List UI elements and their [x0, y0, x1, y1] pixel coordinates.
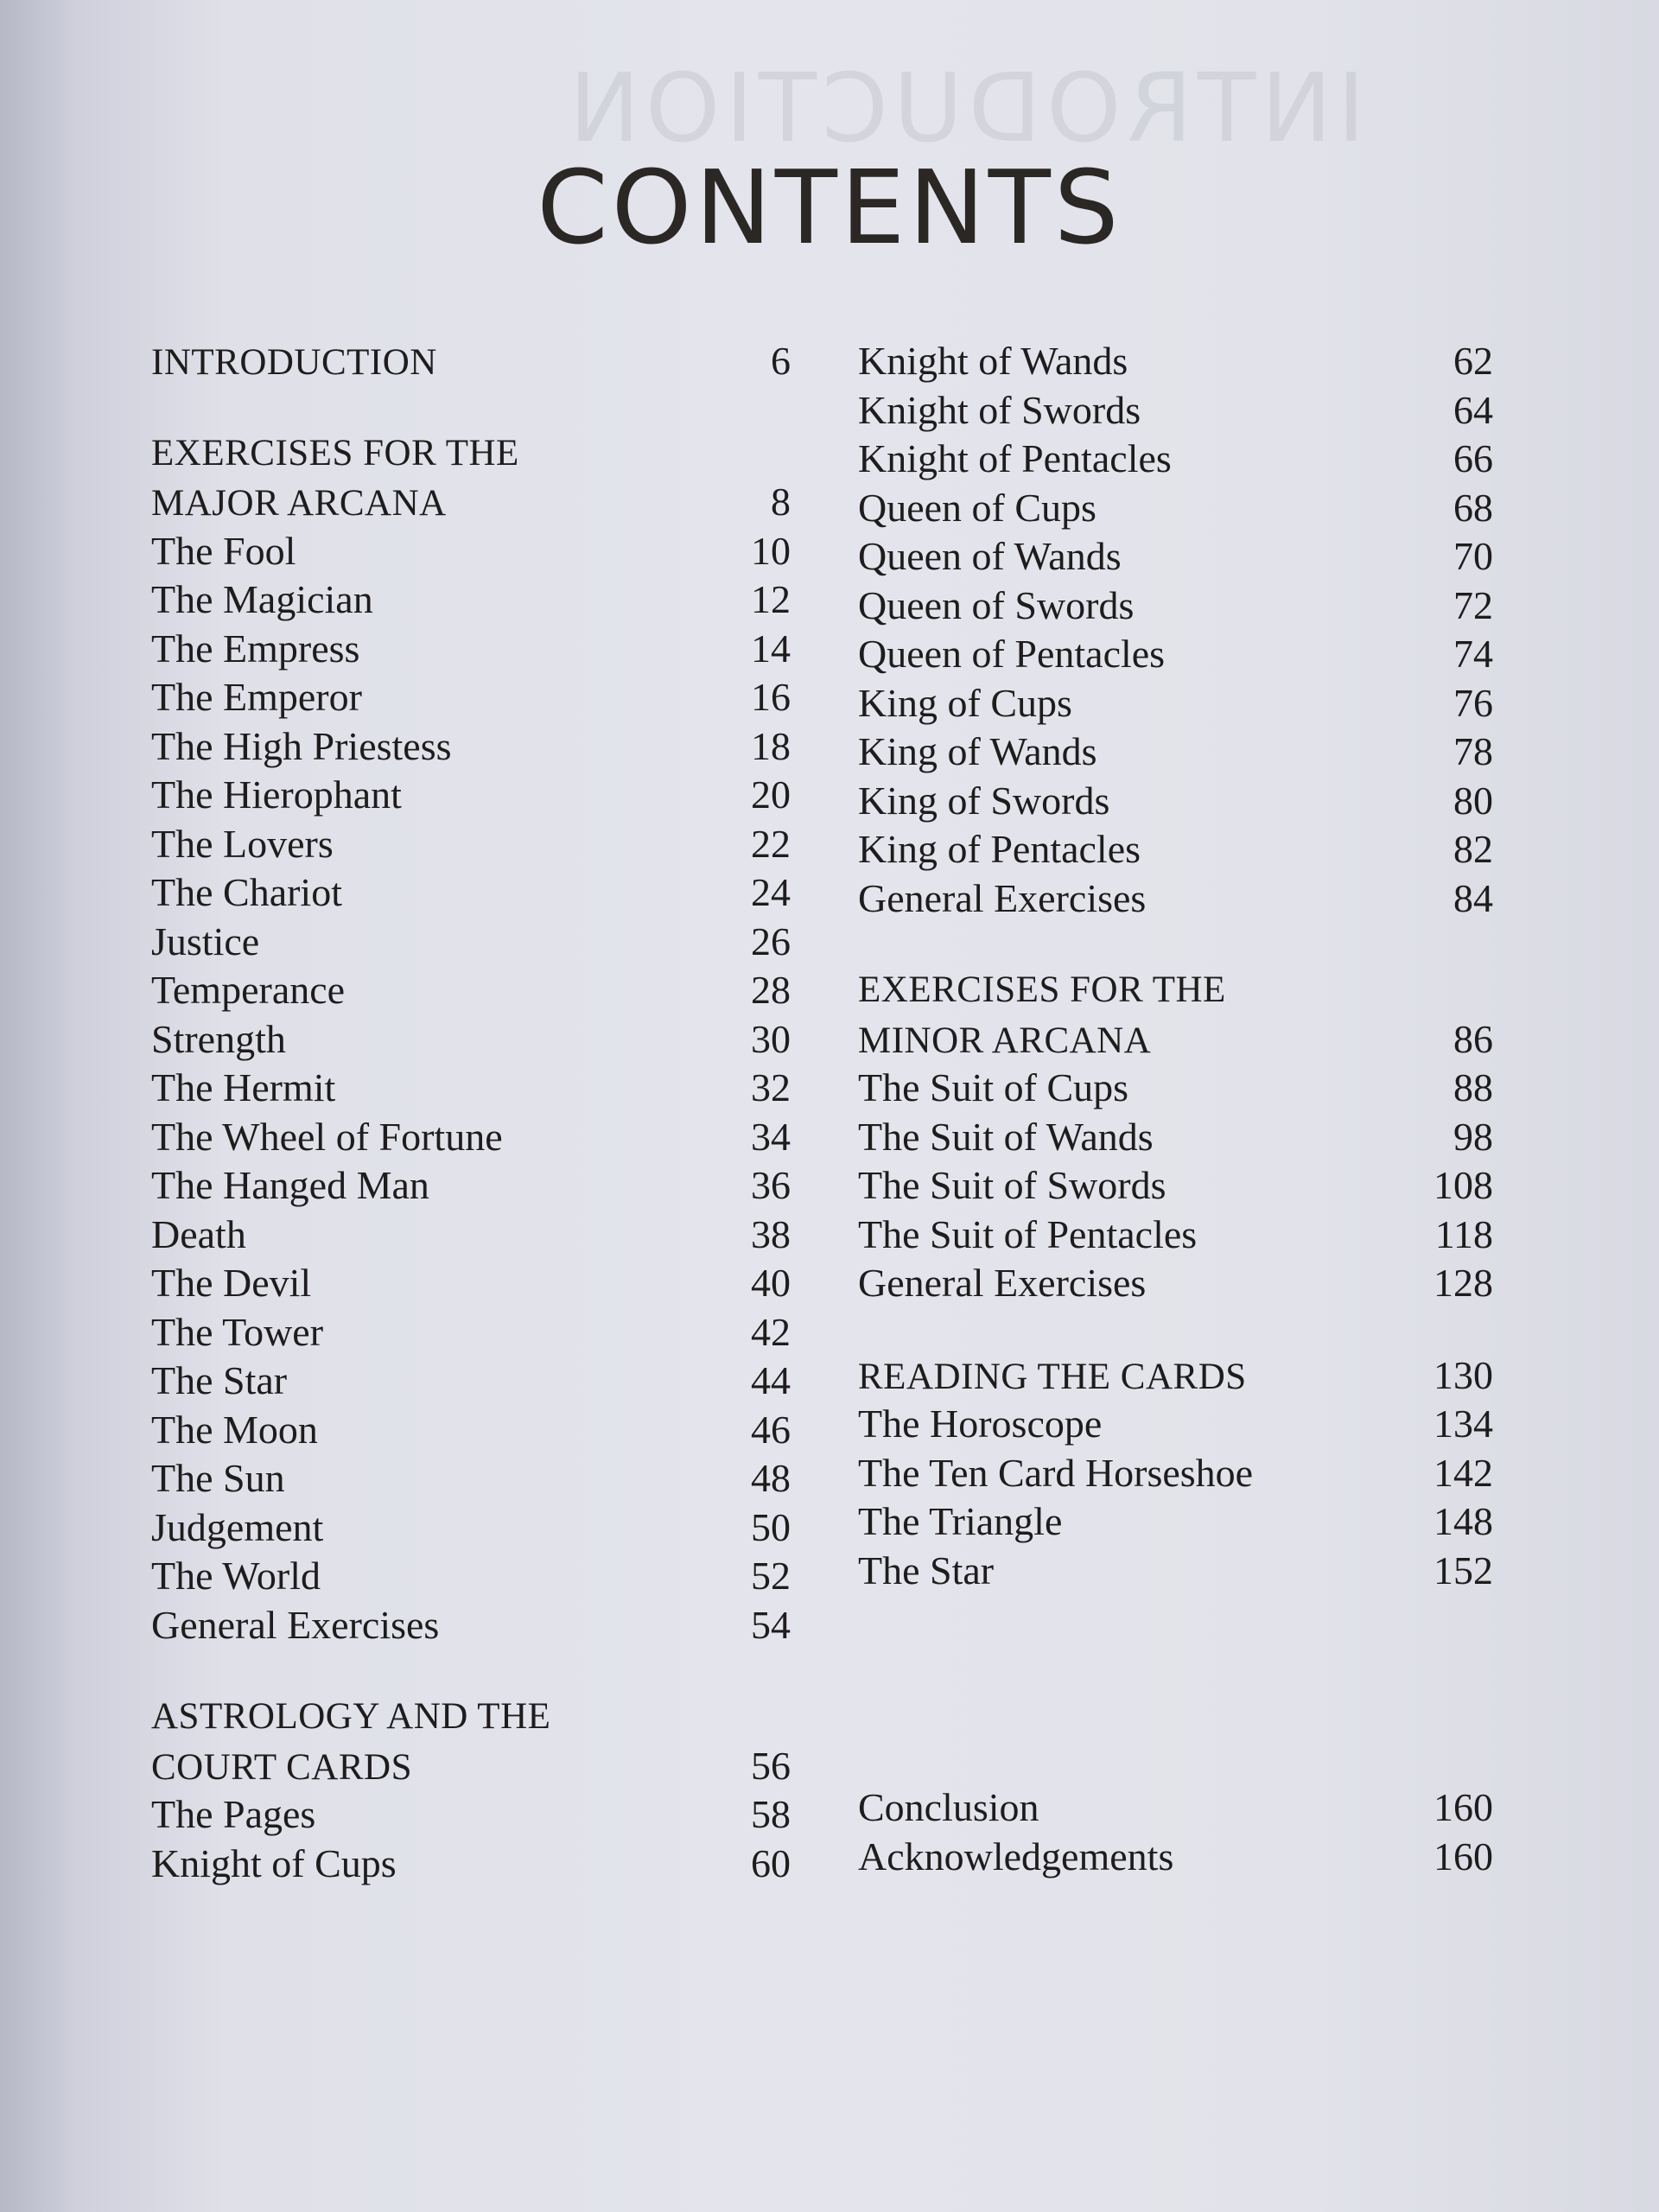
- toc-entry-label: The Devil: [151, 1261, 312, 1305]
- toc-page-number: 10: [751, 528, 791, 573]
- toc-page-number: 12: [751, 577, 791, 621]
- section-spacer: [151, 386, 791, 429]
- toc-entry: [858, 582, 1493, 631]
- toc-section-heading: [858, 966, 1493, 1015]
- toc-entry: [858, 532, 1493, 582]
- toc-entry: [151, 1015, 791, 1065]
- toc-entry-label: The Moon: [151, 1407, 318, 1452]
- toc-page-number: 58: [751, 1792, 791, 1836]
- section-spacer: [858, 1595, 1493, 1783]
- toc-section-heading: [858, 1015, 1493, 1065]
- toc-entry-label: COURT CARDS: [151, 1746, 413, 1788]
- toc-entry: [151, 868, 791, 918]
- toc-page-number: 8: [771, 480, 791, 524]
- toc-entry-label: The Suit of Pentacles: [858, 1211, 1198, 1256]
- toc-page-number: 64: [1453, 387, 1493, 432]
- toc-entry-label: The Hanged Man: [151, 1163, 429, 1207]
- toc-entry-label: Knight of Wands: [858, 339, 1128, 383]
- toc-entry: [858, 337, 1493, 386]
- toc-entry-label: Judgement: [151, 1504, 324, 1549]
- toc-entry: [858, 1113, 1493, 1162]
- toc-entry-label: The Emperor: [151, 675, 362, 719]
- toc-entry-label: READING THE CARDS: [858, 1356, 1247, 1397]
- toc-entry-label: Queen of Wands: [858, 534, 1122, 578]
- toc-page-number: 28: [751, 968, 791, 1012]
- toc-entry: [151, 1064, 791, 1113]
- toc-page-number: 78: [1453, 729, 1493, 773]
- toc-entry-label: The Triangle: [858, 1499, 1063, 1543]
- toc-page-number: 24: [751, 870, 791, 914]
- toc-entry-label: Justice: [151, 918, 260, 963]
- toc-entry-label: MINOR ARCANA: [858, 1020, 1152, 1061]
- toc-entry-label: The Star: [858, 1548, 995, 1592]
- toc-entry-label: The Ten Card Horseshoe: [858, 1450, 1254, 1495]
- toc-entry-label: Knight of Cups: [151, 1840, 397, 1885]
- toc-entry-label: MAJOR ARCANA: [151, 483, 447, 524]
- toc-page-number: 38: [751, 1211, 791, 1256]
- toc-entry: [858, 435, 1493, 484]
- toc-entry: [858, 728, 1493, 777]
- toc-entry: [858, 1783, 1493, 1833]
- toc-page-number: 20: [751, 772, 791, 817]
- toc-entry-label: The Lovers: [151, 821, 334, 866]
- contents-column-right: [858, 337, 1493, 1881]
- toc-entry: [151, 1406, 791, 1455]
- toc-page-number: 56: [751, 1743, 791, 1788]
- toc-entry-label: EXERCISES FOR THE: [858, 969, 1226, 1010]
- toc-entry-label: The Horoscope: [858, 1402, 1103, 1446]
- toc-entry: [151, 1840, 791, 1889]
- toc-entry-label: General Exercises: [151, 1602, 440, 1647]
- toc-page-number: 54: [751, 1602, 791, 1647]
- toc-entry-label: Temperance: [151, 968, 346, 1012]
- toc-entry-label: The Pages: [151, 1792, 316, 1836]
- toc-entry: [858, 1161, 1493, 1211]
- toc-entry: [858, 1259, 1493, 1308]
- toc-entry-label: King of Cups: [858, 680, 1072, 725]
- toc-page-number: 50: [751, 1504, 791, 1549]
- toc-page-number: 86: [1453, 1016, 1493, 1061]
- toc-section-heading: [151, 337, 791, 386]
- toc-entry: [151, 918, 791, 967]
- toc-entry: [858, 1547, 1493, 1596]
- toc-entry-label: King of Wands: [858, 729, 1097, 773]
- toc-entry: [151, 1790, 791, 1840]
- toc-entry: [151, 820, 791, 869]
- toc-page-number: 6: [771, 339, 791, 383]
- toc-entry-label: The Wheel of Fortune: [151, 1114, 503, 1159]
- toc-entry: [151, 1601, 791, 1650]
- toc-entry: [151, 771, 791, 820]
- toc-page-number: 160: [1433, 1834, 1493, 1878]
- toc-entry-label: The World: [151, 1554, 321, 1598]
- toc-entry: [151, 1503, 791, 1553]
- toc-entry-label: The Sun: [151, 1456, 285, 1500]
- toc-entry-label: The Hierophant: [151, 772, 402, 817]
- toc-page-number: 46: [751, 1407, 791, 1452]
- toc-page-number: 14: [751, 626, 791, 671]
- show-through-heading: INTRODUCTION: [563, 60, 1365, 156]
- toc-page-number: 72: [1453, 582, 1493, 627]
- toc-entry: [858, 679, 1493, 728]
- toc-entry-label: ASTROLOGY AND THE: [151, 1696, 551, 1737]
- toc-page-number: 118: [1434, 1211, 1493, 1256]
- toc-entry-label: Knight of Swords: [858, 387, 1141, 432]
- toc-entry-label: General Exercises: [858, 1261, 1147, 1305]
- toc-entry: [858, 484, 1493, 533]
- toc-entry-label: Queen of Cups: [858, 485, 1096, 530]
- toc-entry: [858, 1449, 1493, 1498]
- toc-entry: [858, 630, 1493, 679]
- toc-page-number: 98: [1453, 1114, 1493, 1159]
- toc-entry-label: INTRODUCTION: [151, 342, 437, 383]
- toc-entry-label: Death: [151, 1211, 246, 1256]
- section-spacer: [151, 1649, 791, 1693]
- toc-page-number: 76: [1453, 680, 1493, 725]
- toc-entry: [858, 1400, 1493, 1449]
- toc-page-number: 68: [1453, 485, 1493, 530]
- toc-entry: [858, 1497, 1493, 1547]
- toc-page-number: 134: [1433, 1402, 1493, 1446]
- toc-page-number: 84: [1453, 875, 1493, 920]
- toc-page-number: 70: [1453, 534, 1493, 578]
- toc-page-number: 160: [1433, 1785, 1493, 1829]
- toc-entry-label: The Empress: [151, 626, 360, 671]
- toc-entry-label: The Suit of Cups: [858, 1065, 1129, 1109]
- toc-page-number: 36: [751, 1163, 791, 1207]
- toc-entry: [151, 1211, 791, 1260]
- toc-entry-label: Conclusion: [858, 1785, 1039, 1829]
- toc-entry-label: The High Priestess: [151, 723, 452, 768]
- toc-entry-label: Knight of Pentacles: [858, 436, 1172, 480]
- toc-entry-label: General Exercises: [858, 875, 1147, 920]
- toc-entry: [858, 874, 1493, 924]
- toc-page-number: 42: [751, 1309, 791, 1354]
- toc-entry-label: The Star: [151, 1358, 288, 1402]
- toc-page-number: 128: [1433, 1261, 1493, 1305]
- toc-entry: [858, 386, 1493, 435]
- toc-entry: [858, 825, 1493, 874]
- toc-entry-label: The Hermit: [151, 1065, 336, 1109]
- toc-entry-label: Queen of Swords: [858, 582, 1135, 627]
- toc-section-heading: [858, 1351, 1493, 1401]
- toc-entry-label: The Suit of Swords: [858, 1163, 1166, 1207]
- toc-entry: [151, 1113, 791, 1162]
- toc-entry: [151, 673, 791, 722]
- toc-page-number: 152: [1433, 1548, 1493, 1592]
- toc-entry: [151, 1161, 791, 1211]
- toc-page-number: 60: [751, 1840, 791, 1885]
- toc-entry-label: The Suit of Wands: [858, 1114, 1154, 1159]
- toc-entry: [151, 722, 791, 772]
- toc-page-number: 18: [751, 723, 791, 768]
- toc-entry: [151, 1259, 791, 1308]
- toc-entry: [858, 777, 1493, 826]
- toc-entry-label: EXERCISES FOR THE: [151, 432, 519, 474]
- toc-page-number: 16: [751, 675, 791, 719]
- toc-entry: [151, 1308, 791, 1357]
- toc-page-number: 32: [751, 1065, 791, 1109]
- toc-page-number: 30: [751, 1016, 791, 1061]
- toc-entry-label: Acknowledgements: [858, 1834, 1174, 1878]
- toc-page-number: 142: [1433, 1450, 1493, 1495]
- toc-page-number: 52: [751, 1554, 791, 1598]
- toc-section-heading: [151, 1693, 791, 1742]
- toc-page-number: 26: [751, 918, 791, 963]
- toc-page-number: 88: [1453, 1065, 1493, 1109]
- toc-entry: [858, 1211, 1493, 1260]
- toc-entry: [151, 575, 791, 625]
- toc-page-number: 44: [751, 1358, 791, 1402]
- toc-page-number: 148: [1433, 1499, 1493, 1543]
- toc-entry: [151, 625, 791, 674]
- toc-page-number: 66: [1453, 436, 1493, 480]
- toc-entry-label: The Magician: [151, 577, 373, 621]
- contents-column-left: [151, 337, 791, 1888]
- toc-section-heading: [151, 429, 791, 479]
- toc-entry: [858, 1064, 1493, 1113]
- toc-section-heading: [151, 478, 791, 527]
- toc-page-number: 82: [1453, 827, 1493, 871]
- toc-section-heading: [151, 1742, 791, 1791]
- toc-page-number: 40: [751, 1261, 791, 1305]
- section-spacer: [858, 923, 1493, 966]
- toc-page-number: 74: [1453, 632, 1493, 676]
- toc-entry: [151, 527, 791, 576]
- toc-entry-label: The Tower: [151, 1309, 324, 1354]
- toc-page-number: 48: [751, 1456, 791, 1500]
- section-spacer: [858, 1308, 1493, 1351]
- toc-page-number: 22: [751, 821, 791, 866]
- toc-entry: [858, 1833, 1493, 1882]
- toc-page-number: 62: [1453, 339, 1493, 383]
- toc-entry-label: Strength: [151, 1016, 286, 1061]
- toc-entry-label: The Fool: [151, 528, 296, 573]
- toc-page-number: 34: [751, 1114, 791, 1159]
- toc-page-number: 80: [1453, 778, 1493, 823]
- toc-entry-label: The Chariot: [151, 870, 342, 914]
- toc-entry-label: King of Swords: [858, 778, 1110, 823]
- toc-entry: [151, 1454, 791, 1503]
- toc-entry: [151, 966, 791, 1015]
- toc-entry-label: Queen of Pentacles: [858, 632, 1166, 676]
- toc-entry: [151, 1552, 791, 1601]
- toc-entry: [151, 1357, 791, 1406]
- toc-entry-label: King of Pentacles: [858, 827, 1141, 871]
- toc-page-number: 130: [1433, 1352, 1493, 1397]
- page-title: CONTENTS: [537, 148, 1122, 267]
- toc-page-number: 108: [1433, 1163, 1493, 1207]
